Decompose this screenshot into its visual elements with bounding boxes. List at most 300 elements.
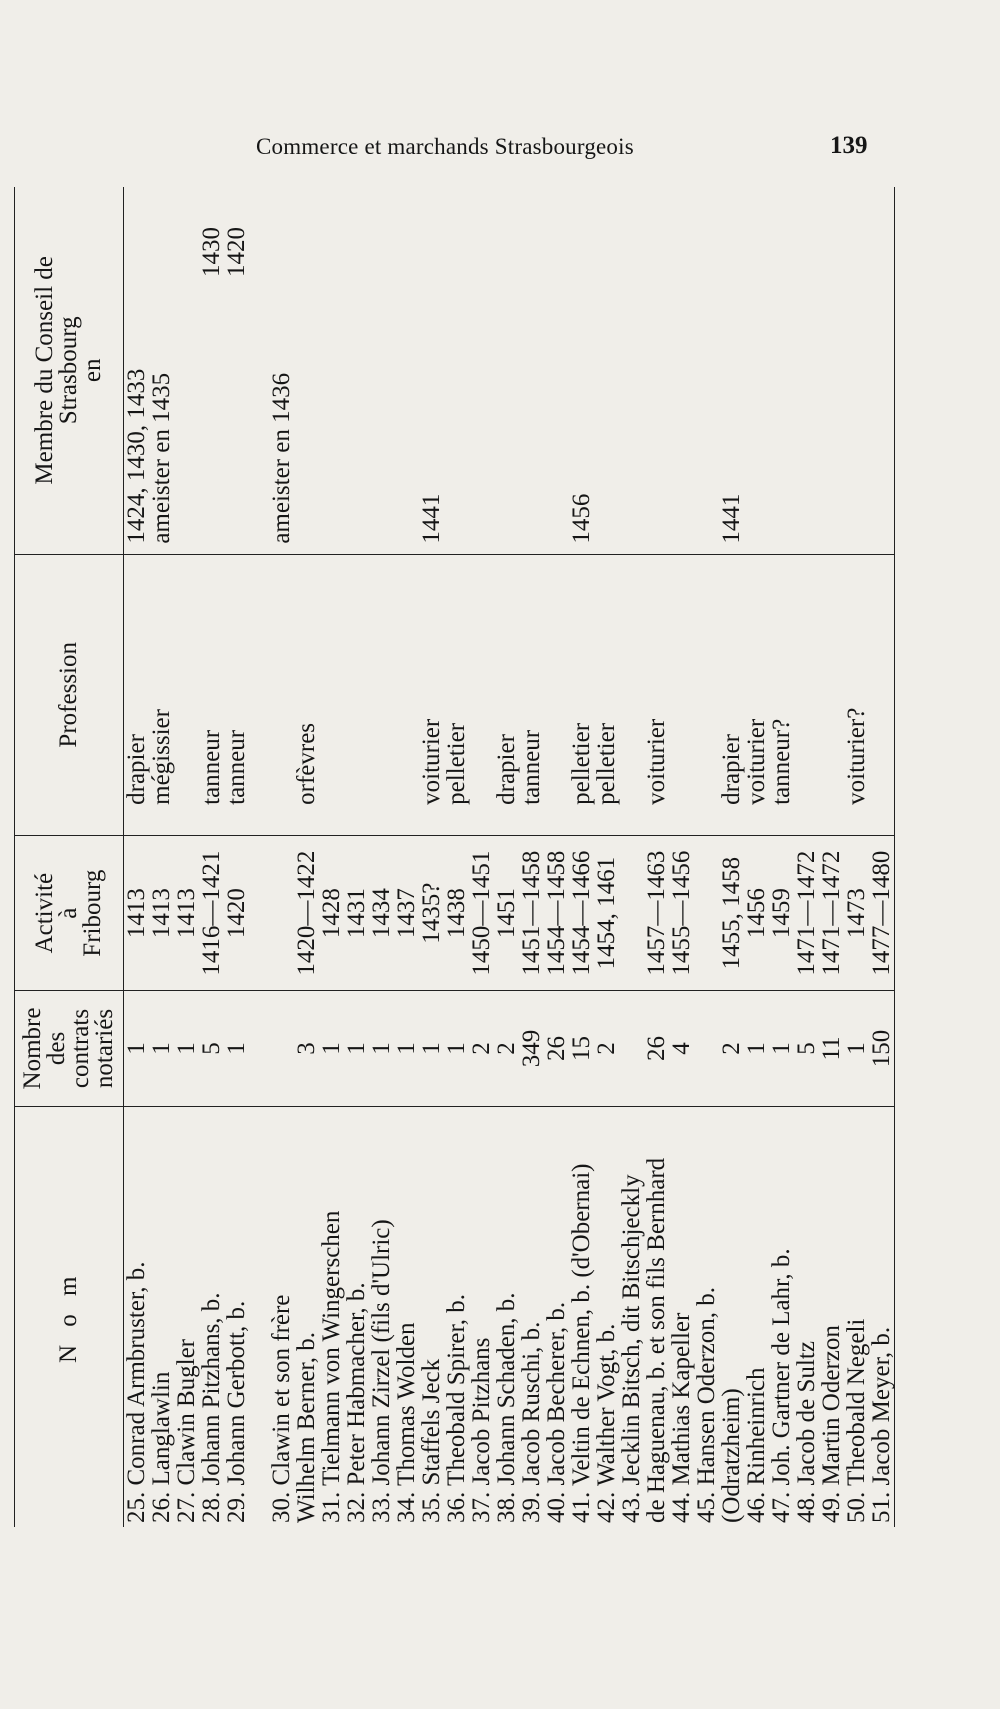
cell-line: 35. Staffels Jeck bbox=[418, 1358, 445, 1523]
cell-line bbox=[794, 559, 819, 805]
cell-line bbox=[174, 191, 199, 544]
cell-contracts bbox=[224, 991, 249, 1106]
cell-line: 1 bbox=[768, 1042, 795, 1055]
cell-profession bbox=[224, 554, 249, 835]
cell-line: orfèvres bbox=[293, 722, 320, 805]
cell-line: 1420—1422 bbox=[293, 850, 320, 976]
cell-line: mégissier bbox=[148, 709, 175, 805]
cell-activity bbox=[869, 835, 895, 991]
cell-line: 1424, 1430, 1433 bbox=[123, 368, 150, 544]
cell-line bbox=[869, 559, 894, 805]
cell-line: tanneur bbox=[198, 729, 225, 805]
table-row bbox=[844, 187, 869, 1527]
cell-contracts bbox=[269, 991, 319, 1106]
cell-name bbox=[744, 1106, 769, 1527]
cell-profession bbox=[174, 554, 199, 835]
cell-line bbox=[819, 191, 844, 544]
cell-activity bbox=[494, 835, 519, 991]
cell-activity bbox=[174, 835, 199, 991]
cell-profession bbox=[419, 554, 444, 835]
table-row bbox=[619, 187, 669, 1527]
cell-line: 1420 bbox=[223, 888, 250, 939]
running-title: Commerce et marchands Strasbourgeois bbox=[256, 134, 634, 159]
cell-line bbox=[444, 191, 469, 544]
cell-line: voiturier bbox=[418, 718, 445, 805]
cell-member bbox=[544, 187, 569, 554]
cell-line: 1 bbox=[443, 1042, 470, 1055]
cell-member bbox=[594, 187, 619, 554]
header-member-line: Strasbourg bbox=[55, 316, 82, 425]
cell-line bbox=[494, 191, 519, 544]
cell-line: 26 bbox=[643, 1035, 670, 1061]
header-member-line: Membre du Conseil de bbox=[31, 256, 58, 485]
cell-member bbox=[694, 187, 744, 554]
cell-activity bbox=[794, 835, 819, 991]
table-row bbox=[669, 187, 694, 1527]
cell-line: 2 bbox=[593, 1042, 620, 1055]
cell-line: 5 bbox=[793, 1042, 820, 1055]
cell-activity bbox=[224, 835, 249, 991]
cell-line: 1413 bbox=[173, 888, 200, 939]
cell-line bbox=[544, 191, 569, 544]
cell-activity bbox=[669, 835, 694, 991]
cell-line: 1 bbox=[318, 1042, 345, 1055]
cell-contracts bbox=[149, 991, 174, 1106]
cell-contracts bbox=[844, 991, 869, 1106]
cell-activity bbox=[519, 835, 544, 991]
cell-line bbox=[694, 840, 719, 987]
cell-line: 1437 bbox=[393, 888, 420, 939]
cell-profession bbox=[149, 554, 174, 835]
cell-member bbox=[174, 187, 199, 554]
cell-line: Wilhelm Berner, b. bbox=[293, 1332, 320, 1523]
cell-member bbox=[519, 187, 544, 554]
cell-profession bbox=[669, 554, 694, 835]
cell-line bbox=[394, 191, 419, 544]
spacer-cell bbox=[249, 1106, 269, 1527]
cell-line bbox=[319, 191, 344, 544]
cell-line bbox=[544, 559, 569, 805]
cell-line: 1441 bbox=[718, 493, 745, 544]
cell-line: 43. Jecklin Bitsch, dit Bitschjeckly bbox=[618, 1174, 645, 1523]
cell-line: 39. Jacob Ruschi, b. bbox=[518, 1321, 545, 1523]
header-member bbox=[15, 187, 124, 554]
cell-line bbox=[769, 191, 794, 544]
table-row bbox=[394, 187, 419, 1527]
cell-line: drapier bbox=[718, 734, 745, 805]
cell-line: 1435? bbox=[418, 882, 445, 944]
cell-name bbox=[794, 1106, 819, 1527]
cell-line: 44. Mathias Kapeller bbox=[668, 1312, 695, 1523]
cell-name bbox=[369, 1106, 394, 1527]
cell-line bbox=[174, 559, 199, 805]
header-activity-line: à bbox=[55, 907, 82, 919]
cell-member bbox=[494, 187, 519, 554]
cell-name bbox=[269, 1106, 319, 1527]
cell-line: 1 bbox=[743, 1042, 770, 1055]
cell-line: 1459 bbox=[768, 888, 795, 939]
cell-line bbox=[469, 559, 494, 805]
cell-line: 1457—1463 bbox=[643, 850, 670, 976]
cell-line: 2 bbox=[718, 1042, 745, 1055]
cell-line: 11 bbox=[818, 1036, 845, 1061]
table-row bbox=[494, 187, 519, 1527]
cell-line: 5 bbox=[198, 1042, 225, 1055]
cell-profession bbox=[444, 554, 469, 835]
cell-name bbox=[519, 1106, 544, 1527]
cell-contracts bbox=[199, 991, 224, 1106]
cell-profession bbox=[769, 554, 794, 835]
table-row bbox=[744, 187, 769, 1527]
cell-line: 1430 bbox=[198, 227, 225, 277]
cell-contracts bbox=[544, 991, 569, 1106]
cell-line bbox=[269, 995, 294, 1101]
spacer-cell bbox=[249, 187, 269, 554]
cell-line bbox=[669, 559, 694, 805]
cell-line bbox=[394, 559, 419, 805]
cell-activity bbox=[124, 835, 150, 991]
cell-name bbox=[819, 1106, 844, 1527]
cell-line bbox=[344, 191, 369, 544]
cell-line: 1441 bbox=[418, 493, 445, 544]
cell-activity bbox=[149, 835, 174, 991]
cell-line: 15 bbox=[568, 1035, 595, 1061]
cell-line: 41. Veltin de Echnen, b. (d'Obernai) bbox=[568, 1163, 595, 1523]
cell-line: 349 bbox=[518, 1029, 545, 1068]
table-row bbox=[544, 187, 569, 1527]
cell-line: voiturier bbox=[643, 718, 670, 805]
cell-name bbox=[569, 1106, 594, 1527]
cell-line: 1471—1472 bbox=[818, 850, 845, 976]
cell-line bbox=[269, 840, 294, 987]
cell-line: tanneur? bbox=[768, 718, 795, 805]
cell-line: 1 bbox=[418, 1042, 445, 1055]
cell-line: 48. Jacob de Sultz bbox=[793, 1341, 820, 1523]
cell-name bbox=[669, 1106, 694, 1527]
cell-line bbox=[619, 995, 644, 1101]
cell-name bbox=[199, 1106, 224, 1527]
cell-contracts bbox=[319, 991, 344, 1106]
cell-profession bbox=[494, 554, 519, 835]
cell-line: 37. Jacob Pitzhans bbox=[468, 1337, 495, 1523]
cell-name bbox=[149, 1106, 174, 1527]
cell-line: 1 bbox=[173, 1042, 200, 1055]
cell-line: 49. Martin Oderzon bbox=[818, 1325, 845, 1523]
cell-profession bbox=[519, 554, 544, 835]
cell-member bbox=[619, 187, 669, 554]
table-row bbox=[794, 187, 819, 1527]
cell-contracts bbox=[394, 991, 419, 1106]
cell-line bbox=[369, 559, 394, 805]
cell-profession bbox=[369, 554, 394, 835]
cell-contracts bbox=[619, 991, 669, 1106]
cell-name bbox=[394, 1106, 419, 1527]
cell-line: 1455—1456 bbox=[668, 850, 695, 976]
table-row bbox=[444, 187, 469, 1527]
cell-line: 1456 bbox=[568, 493, 595, 544]
cell-member bbox=[819, 187, 844, 554]
cell-line: 1456 bbox=[743, 888, 770, 939]
cell-contracts bbox=[419, 991, 444, 1106]
cell-profession bbox=[344, 554, 369, 835]
cell-name bbox=[844, 1106, 869, 1527]
cell-name bbox=[694, 1106, 744, 1527]
cell-contracts bbox=[444, 991, 469, 1106]
cell-activity bbox=[319, 835, 344, 991]
cell-line: 26 bbox=[543, 1035, 570, 1061]
cell-line: 47. Joh. Gartner de Lahr, b. bbox=[768, 1248, 795, 1523]
cell-line bbox=[619, 840, 644, 987]
cell-line: 1450—1451 bbox=[468, 850, 495, 976]
cell-member bbox=[669, 187, 694, 554]
cell-line bbox=[744, 191, 769, 544]
cell-line: 1431 bbox=[343, 888, 370, 939]
cell-line: 1 bbox=[123, 1042, 150, 1055]
cell-name bbox=[344, 1106, 369, 1527]
cell-member bbox=[394, 187, 419, 554]
cell-line: 1451 bbox=[493, 888, 520, 939]
rotated-table-container bbox=[14, 187, 964, 1527]
cell-contracts bbox=[344, 991, 369, 1106]
cell-line: pelletier bbox=[443, 722, 470, 805]
cell-line: 1451—1458 bbox=[518, 850, 545, 976]
cell-activity bbox=[269, 835, 319, 991]
cell-line: 51. Jacob Meyer, b. bbox=[868, 1326, 895, 1523]
header-contracts bbox=[15, 991, 124, 1106]
cell-profession bbox=[844, 554, 869, 835]
cell-line: ameister en 1435 bbox=[148, 372, 175, 544]
cell-line: 45. Hansen Oderzon, b. bbox=[693, 1286, 720, 1523]
cell-line bbox=[694, 191, 719, 544]
header-profession: Profession bbox=[15, 554, 124, 835]
cell-line bbox=[669, 191, 694, 544]
cell-name bbox=[769, 1106, 794, 1527]
cell-line: 1477—1480 bbox=[868, 850, 895, 976]
cell-name bbox=[544, 1106, 569, 1527]
cell-line: ameister en 1436 bbox=[268, 372, 295, 544]
cell-line bbox=[594, 191, 619, 544]
cell-name bbox=[494, 1106, 519, 1527]
cell-contracts bbox=[174, 991, 199, 1106]
cell-line: 1 bbox=[368, 1042, 395, 1055]
cell-line: 1454—1466 bbox=[568, 850, 595, 976]
cell-profession bbox=[694, 554, 744, 835]
cell-line: pelletier bbox=[593, 722, 620, 805]
cell-line: 26. Langlawlin bbox=[148, 1371, 175, 1523]
cell-name bbox=[124, 1106, 150, 1527]
cell-line: 30. Clawin et son frère bbox=[268, 1294, 295, 1523]
header-contracts-line: notariés bbox=[91, 1008, 118, 1089]
cell-profession bbox=[124, 554, 150, 835]
cell-member bbox=[224, 187, 249, 554]
cell-line bbox=[819, 559, 844, 805]
cell-line: tanneur bbox=[518, 729, 545, 805]
cell-activity bbox=[544, 835, 569, 991]
table-header-row bbox=[15, 187, 124, 1527]
cell-line bbox=[369, 191, 394, 544]
cell-line: 1434 bbox=[368, 888, 395, 939]
cell-name bbox=[444, 1106, 469, 1527]
cell-line: 1473 bbox=[843, 888, 870, 939]
cell-line: 1 bbox=[223, 1042, 250, 1055]
cell-line: 1438 bbox=[443, 888, 470, 939]
cell-profession bbox=[819, 554, 844, 835]
cell-activity bbox=[369, 835, 394, 991]
page-header bbox=[0, 128, 1000, 168]
cell-profession bbox=[394, 554, 419, 835]
cell-contracts bbox=[819, 991, 844, 1106]
cell-member bbox=[369, 187, 394, 554]
cell-name bbox=[319, 1106, 344, 1527]
cell-contracts bbox=[769, 991, 794, 1106]
cell-contracts bbox=[744, 991, 769, 1106]
cell-member bbox=[319, 187, 344, 554]
cell-line: 1 bbox=[843, 1042, 870, 1055]
cell-member bbox=[794, 187, 819, 554]
cell-member bbox=[344, 187, 369, 554]
cell-name bbox=[469, 1106, 494, 1527]
cell-line: 3 bbox=[293, 1042, 320, 1055]
cell-line: (Odratzheim) bbox=[718, 1388, 745, 1523]
cell-contracts bbox=[519, 991, 544, 1106]
table-body bbox=[124, 187, 895, 1527]
cell-line: 46. Rinheinrich bbox=[743, 1367, 770, 1523]
table-row bbox=[369, 187, 394, 1527]
table-row bbox=[469, 187, 494, 1527]
cell-member bbox=[844, 187, 869, 554]
cell-line bbox=[619, 559, 644, 805]
header-name: N o m bbox=[15, 1106, 124, 1527]
cell-line: tanneur bbox=[223, 729, 250, 805]
table-row bbox=[319, 187, 344, 1527]
cell-profession bbox=[544, 554, 569, 835]
cell-line: 1416—1421 bbox=[198, 850, 225, 976]
cell-line bbox=[694, 559, 719, 805]
merchants-table bbox=[14, 187, 895, 1527]
cell-contracts bbox=[694, 991, 744, 1106]
row-spacer bbox=[249, 187, 269, 1527]
cell-member bbox=[199, 187, 224, 554]
cell-contracts bbox=[669, 991, 694, 1106]
cell-line: 28. Johann Pitzhans, b. bbox=[198, 1292, 225, 1523]
cell-line: 4 bbox=[668, 1042, 695, 1055]
cell-line: de Haguenau, b. et son fils Bernhard bbox=[643, 1157, 670, 1523]
table-row bbox=[819, 187, 844, 1527]
cell-contracts bbox=[794, 991, 819, 1106]
cell-line: 2 bbox=[493, 1042, 520, 1055]
header-contracts-line: Nombre des bbox=[19, 1007, 70, 1090]
cell-line bbox=[869, 191, 894, 544]
cell-name bbox=[619, 1106, 669, 1527]
cell-line: 31. Tielmann von Wingerschen bbox=[318, 1210, 345, 1523]
spacer-cell bbox=[249, 835, 269, 991]
cell-activity bbox=[344, 835, 369, 991]
cell-line bbox=[694, 995, 719, 1101]
cell-line bbox=[844, 191, 869, 544]
table-row bbox=[869, 187, 895, 1527]
cell-activity bbox=[394, 835, 419, 991]
cell-line: 34. Thomas Wolden bbox=[393, 1322, 420, 1523]
cell-profession bbox=[744, 554, 769, 835]
cell-activity bbox=[444, 835, 469, 991]
cell-activity bbox=[844, 835, 869, 991]
cell-line: 40. Jacob Becherer, b. bbox=[543, 1301, 570, 1523]
header-activity-line: Activité bbox=[31, 872, 58, 954]
cell-name bbox=[869, 1106, 895, 1527]
cell-line bbox=[269, 559, 294, 805]
cell-member bbox=[444, 187, 469, 554]
cell-line bbox=[469, 191, 494, 544]
table-row bbox=[594, 187, 619, 1527]
cell-member bbox=[569, 187, 594, 554]
table-row bbox=[269, 187, 319, 1527]
cell-profession bbox=[269, 554, 319, 835]
table-row bbox=[419, 187, 444, 1527]
cell-line bbox=[344, 559, 369, 805]
header-contracts-line: contrats bbox=[67, 1008, 94, 1089]
cell-line: drapier bbox=[493, 734, 520, 805]
cell-activity bbox=[199, 835, 224, 991]
cell-profession bbox=[569, 554, 594, 835]
table-row bbox=[769, 187, 794, 1527]
cell-line: 1413 bbox=[123, 888, 150, 939]
cell-member bbox=[149, 187, 174, 554]
table-row bbox=[124, 187, 150, 1527]
cell-name bbox=[419, 1106, 444, 1527]
cell-line: 32. Peter Habmacher, b. bbox=[343, 1282, 370, 1523]
cell-name bbox=[174, 1106, 199, 1527]
cell-line: 1 bbox=[393, 1042, 420, 1055]
cell-contracts bbox=[594, 991, 619, 1106]
cell-profession bbox=[594, 554, 619, 835]
cell-activity bbox=[419, 835, 444, 991]
cell-activity bbox=[469, 835, 494, 991]
cell-contracts bbox=[494, 991, 519, 1106]
cell-line: 33. Johann Zirzel (fils d'Ulric) bbox=[368, 1219, 395, 1523]
cell-contracts bbox=[569, 991, 594, 1106]
cell-line: 1454, 1461 bbox=[593, 856, 620, 970]
table-row bbox=[694, 187, 744, 1527]
cell-member bbox=[469, 187, 494, 554]
cell-line bbox=[319, 559, 344, 805]
cell-line: 1471—1472 bbox=[793, 850, 820, 976]
cell-activity bbox=[594, 835, 619, 991]
cell-member bbox=[269, 187, 319, 554]
table-row bbox=[344, 187, 369, 1527]
cell-member bbox=[124, 187, 150, 554]
cell-line: 1420 bbox=[223, 227, 250, 277]
cell-member bbox=[869, 187, 895, 554]
cell-line: voiturier bbox=[743, 718, 770, 805]
cell-line: 2 bbox=[468, 1042, 495, 1055]
header-member-line: en bbox=[79, 358, 106, 383]
spacer-cell bbox=[249, 554, 269, 835]
cell-line: 1454—1458 bbox=[543, 850, 570, 976]
cell-line: 38. Johann Schaden, b. bbox=[493, 1292, 520, 1523]
cell-activity bbox=[619, 835, 669, 991]
cell-line: 29. Johann Gerbott, b. bbox=[223, 1300, 250, 1523]
cell-line: drapier bbox=[123, 734, 150, 805]
cell-line bbox=[794, 191, 819, 544]
cell-line bbox=[619, 191, 644, 544]
cell-line: 42. Walther Vogt, b. bbox=[593, 1323, 620, 1523]
cell-profession bbox=[469, 554, 494, 835]
cell-line bbox=[519, 191, 544, 544]
cell-line: pelletier bbox=[568, 722, 595, 805]
table-row bbox=[224, 187, 249, 1527]
cell-line bbox=[644, 191, 669, 544]
cell-activity bbox=[569, 835, 594, 991]
